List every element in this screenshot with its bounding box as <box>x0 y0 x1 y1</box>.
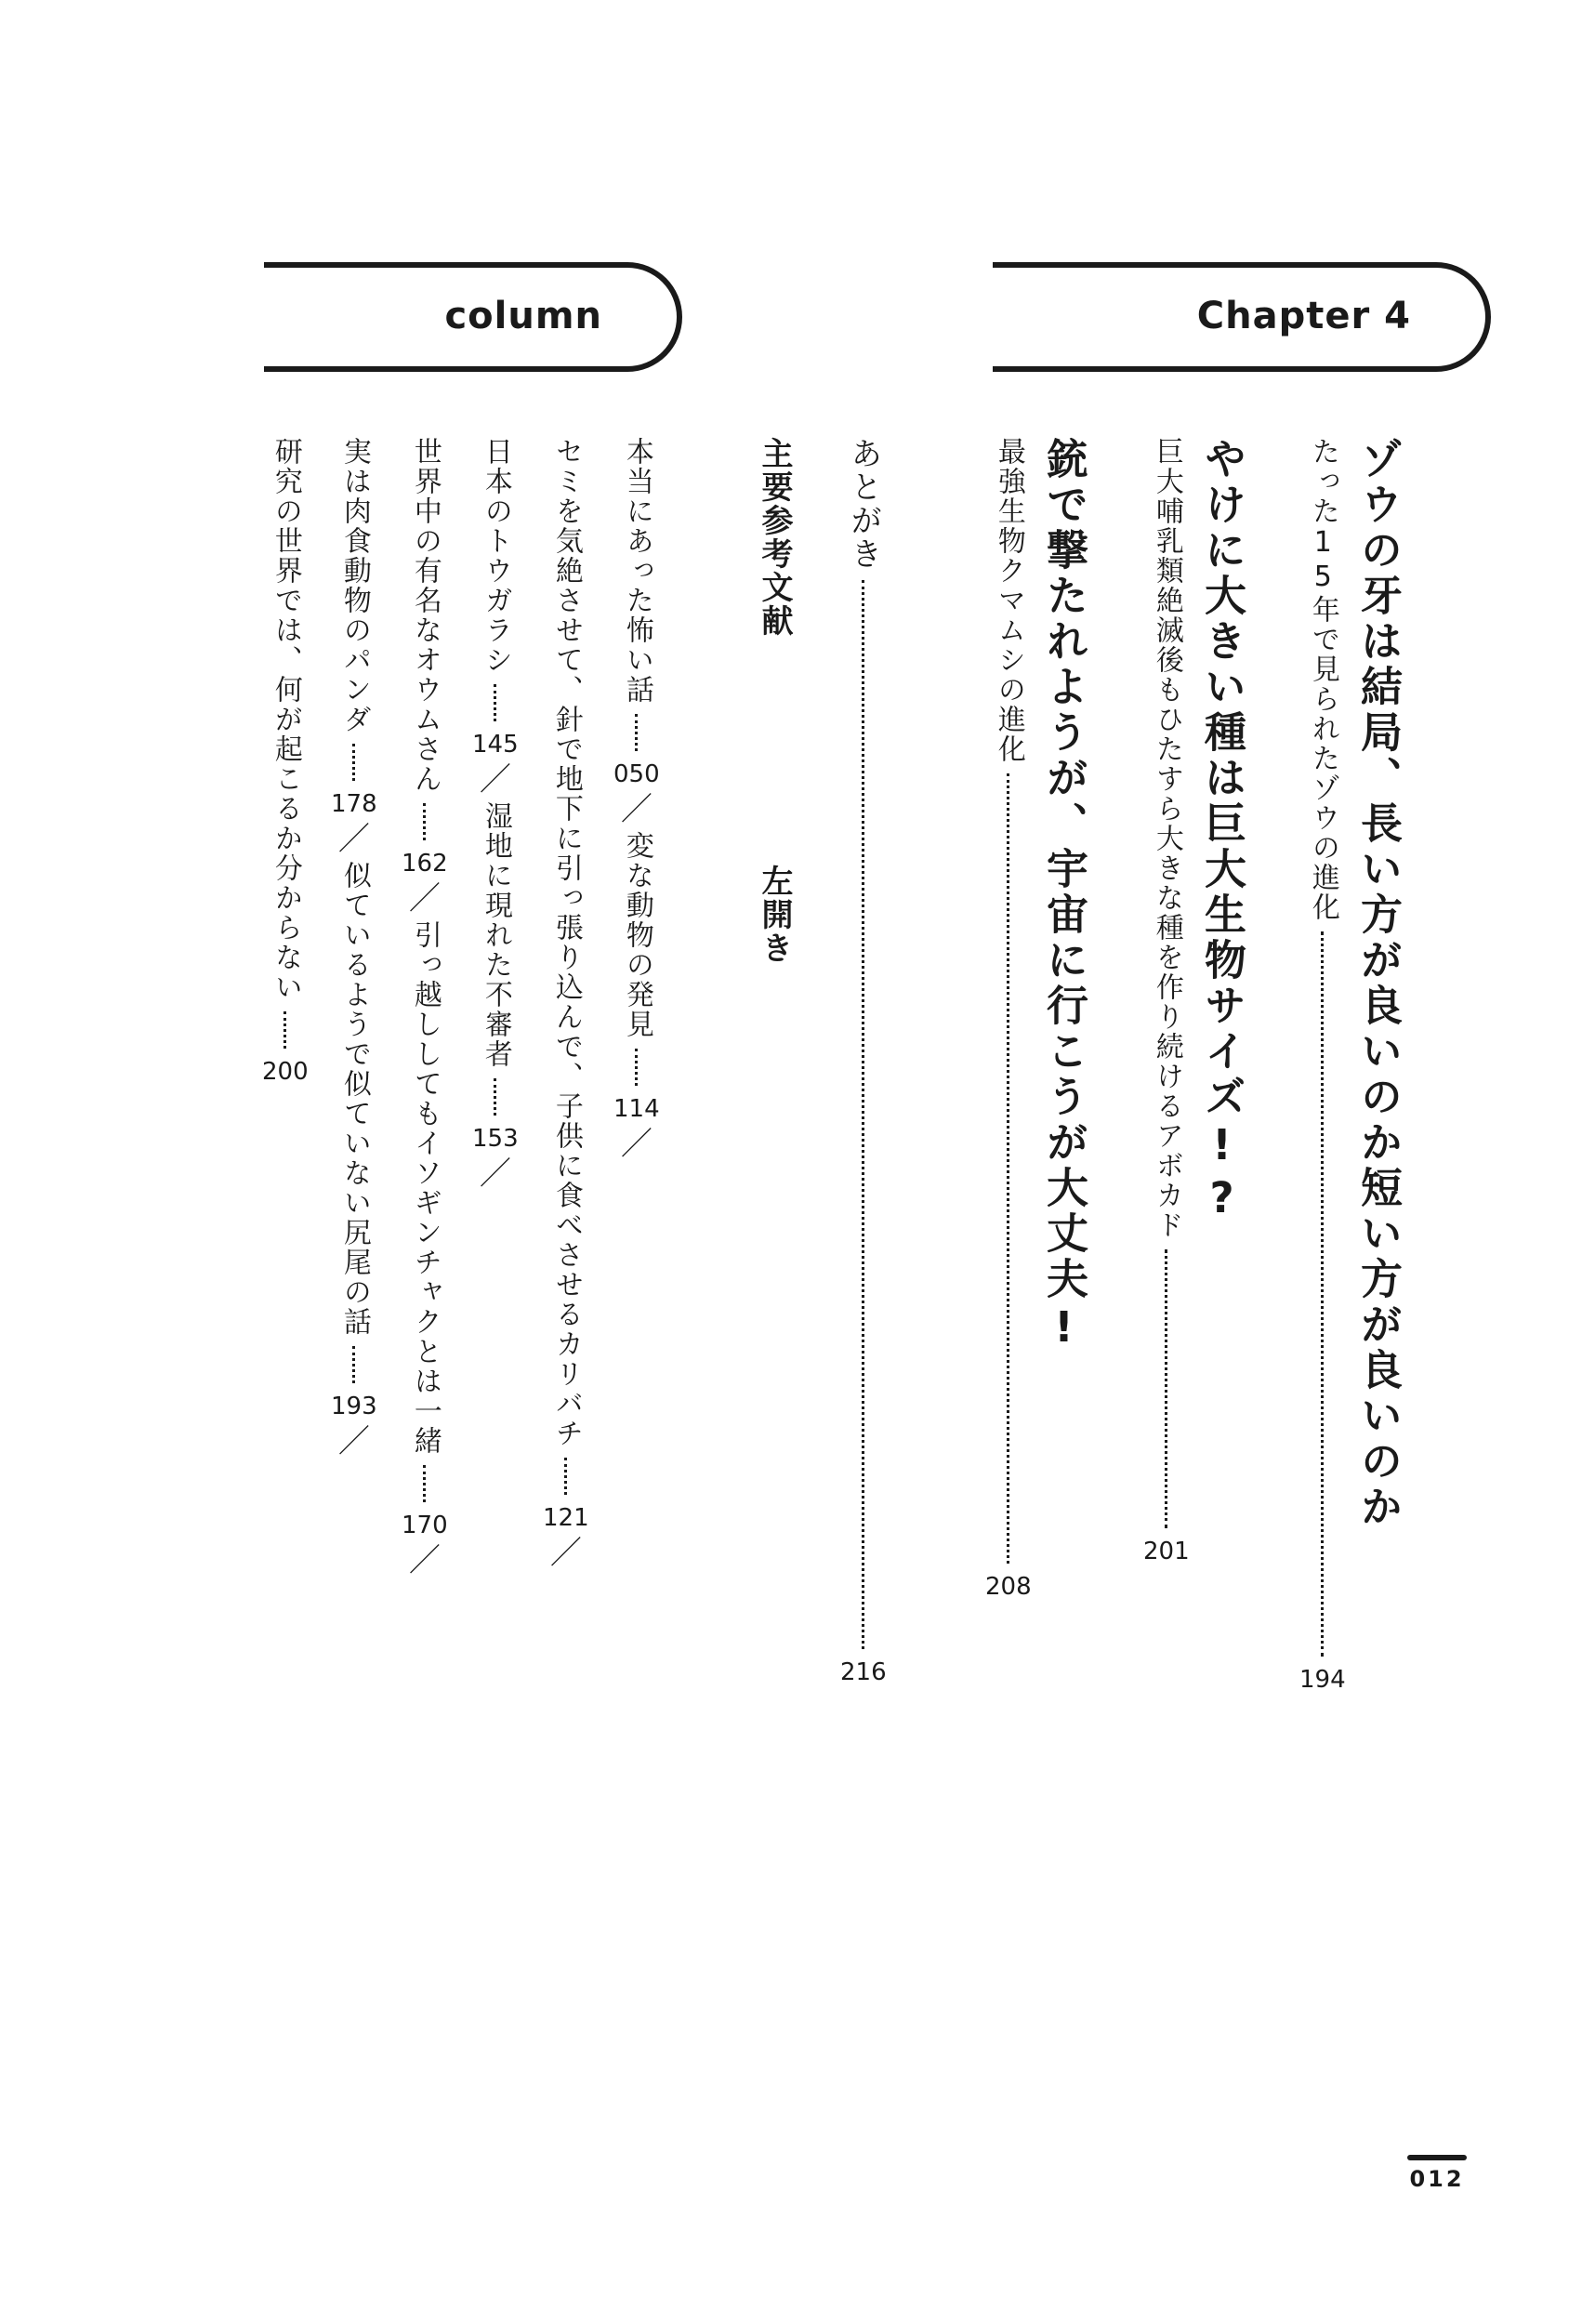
chapter-entry-title-col <box>1197 437 1246 1226</box>
leader-dots <box>283 1011 286 1049</box>
separator-slash: ／ <box>479 1155 511 1193</box>
page-ref: 153 <box>472 1125 519 1153</box>
page-ref: 170 <box>402 1512 448 1539</box>
leader-dots <box>635 1049 638 1086</box>
column-item-title[interactable]: 似ているようで似ていない尻尾の話 <box>337 861 371 1337</box>
separator-slash: ／ <box>620 1126 653 1163</box>
separator-slash: ／ <box>337 1423 370 1460</box>
afterword-col <box>840 437 887 1686</box>
separator-slash: ／ <box>549 1535 582 1572</box>
page-ref: 050 <box>613 760 660 788</box>
column-item-title[interactable]: 本当にあった怖い話 <box>620 437 653 705</box>
page-ref: 216 <box>840 1658 887 1686</box>
page-ref: 193 <box>331 1393 377 1420</box>
chapter-entry-subtitle: たった15年で見られたゾウの進化 <box>1306 437 1339 922</box>
page-number-text: 012 <box>1409 2166 1465 2192</box>
leader-dots <box>1321 931 1324 1657</box>
page-ref: 194 <box>1299 1666 1346 1694</box>
page-ref: 178 <box>331 790 377 818</box>
leader-dots <box>862 580 864 1649</box>
page-number-bar <box>1407 2155 1467 2160</box>
column-item-title[interactable]: 世界中の有名なオウムさん <box>408 437 442 794</box>
chapter-entry-subtitle-col <box>1299 437 1346 1694</box>
separator-slash: ／ <box>408 880 441 918</box>
column-entry-col <box>543 437 589 1572</box>
separator-slash: ／ <box>479 761 511 799</box>
page-number <box>1407 2155 1467 2192</box>
references-title[interactable]: 主要参考文献 <box>756 437 793 638</box>
leader-dots <box>494 684 496 721</box>
page-ref: 121 <box>543 1504 589 1532</box>
chapter-entry-title[interactable]: 銃で撃たれようが、宇宙に行こうが大丈夫! <box>1039 437 1088 1355</box>
column-item-title[interactable]: 湿地に現れた不審者 <box>479 801 512 1069</box>
chapter-entry-title-col <box>1039 437 1088 1355</box>
column-entry-col <box>613 437 660 1163</box>
chapter-entry-subtitle-col <box>1143 437 1190 1565</box>
separator-slash: ／ <box>408 1542 441 1579</box>
leader-dots <box>635 714 638 751</box>
page-ref: 114 <box>613 1095 660 1123</box>
column-entry-col <box>472 437 519 1193</box>
afterword-title[interactable]: あとがき <box>844 437 882 571</box>
column-entry-col <box>402 437 448 1577</box>
separator-slash: ／ <box>337 821 370 858</box>
column-entry-col <box>331 437 377 1458</box>
leader-dots <box>1007 773 1009 1564</box>
column-item-title[interactable]: 変な動物の発見 <box>620 831 653 1039</box>
leader-dots <box>494 1078 496 1116</box>
chapter-entry-subtitle-col <box>985 437 1032 1601</box>
page-ref: 200 <box>262 1058 309 1086</box>
chapter-heading: Chapter 4 <box>1196 295 1411 337</box>
page-ref: 162 <box>402 850 448 878</box>
leader-dots <box>564 1458 567 1495</box>
column-item-title[interactable]: セミを気絶させて、針で地下に引っ張り込んで、子供に食べさせるカリバチ <box>549 437 583 1448</box>
separator-slash: ／ <box>620 791 653 828</box>
leader-dots <box>352 744 355 781</box>
leader-dots <box>423 1465 426 1502</box>
column-item-title[interactable]: 研究の世界では、何が起こるか分からない <box>269 437 302 1002</box>
chapter-entry-subtitle: 巨大哺乳類絶滅後もひたすら大きな種を作り続けるアボカド <box>1150 437 1183 1240</box>
references-note-col <box>756 865 793 965</box>
chapter-entry-title-col <box>1353 437 1403 1530</box>
chapter-entry-subtitle: 最強生物クマムシの進化 <box>992 437 1025 764</box>
chapter-entry-title[interactable]: やけに大きい種は巨大生物サイズ!? <box>1197 437 1246 1226</box>
leader-dots <box>423 803 426 840</box>
references-col <box>756 437 793 638</box>
page-ref: 201 <box>1143 1538 1190 1565</box>
column-entry-col <box>262 437 309 1086</box>
column-item-title[interactable]: 引っ越ししてもイソギンチャクとは一緒 <box>408 920 442 1456</box>
page-ref: 208 <box>985 1573 1032 1601</box>
leader-dots <box>352 1346 355 1383</box>
column-heading: column <box>444 295 602 337</box>
chapter-header-tab <box>993 262 1491 372</box>
column-item-title[interactable]: 日本のトウガラシ <box>479 437 512 675</box>
leader-dots <box>1165 1249 1167 1528</box>
chapter-entry-title[interactable]: ゾウの牙は結局、長い方が良いのか短い方が良いのか <box>1353 437 1403 1530</box>
page-ref: 145 <box>472 731 519 759</box>
column-header-tab <box>264 262 682 372</box>
references-note: 左開き <box>756 865 793 965</box>
column-item-title[interactable]: 実は肉食動物のパンダ <box>337 437 371 734</box>
